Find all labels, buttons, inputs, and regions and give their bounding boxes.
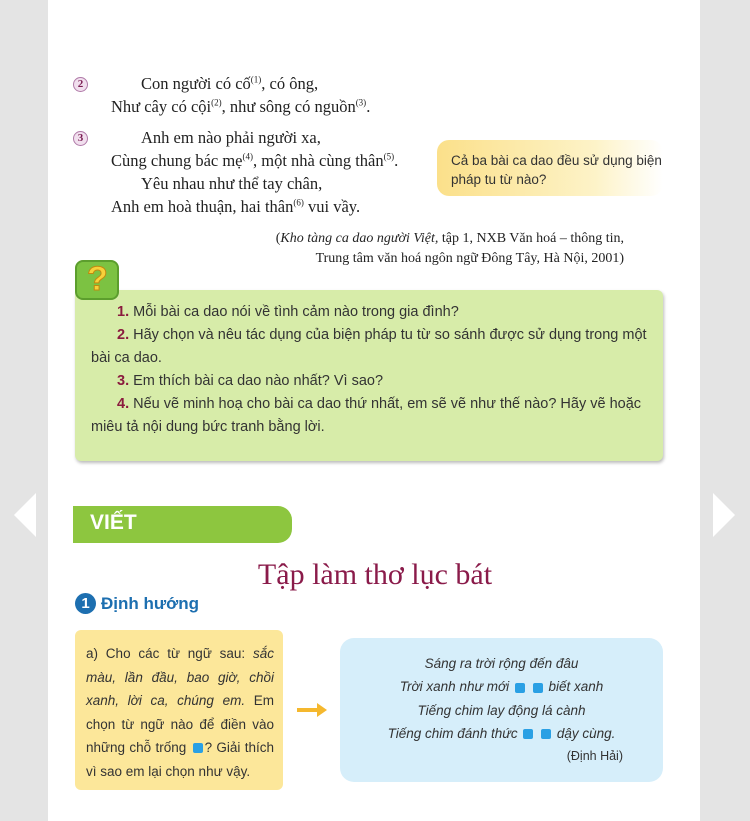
question-1: 1. Mỗi bài ca dao nói về tình cảm nào trong gia đình? (117, 304, 459, 320)
poem3-line4: Anh em hoà thuận, hai thân$^{(6)}$ vui vầy. (111, 197, 361, 216)
question-mark-icon: ? (75, 260, 119, 300)
poem-line-3: Tiếng chim lay động lá cành (417, 702, 586, 718)
poem3-line3: Yêu nhau như thể tay chân, (141, 174, 323, 193)
poem-number-3: 3 (73, 131, 88, 146)
side-note: Cả ba bài ca dao đều sử dụng biện pháp tu từ nào? (437, 140, 663, 196)
arrow-right-icon (297, 703, 327, 717)
question-4: 4. Nếu vẽ minh hoạ cho bài ca dao thứ nhất, em sẽ vẽ như thế nào? Hãy vẽ hoặc miêu tả nội dung bức tranh bằng lời. (91, 396, 642, 435)
poem3-line1: Anh em nào phải người xa, (141, 128, 321, 147)
section-banner: VIẾT (73, 506, 292, 543)
poem2-line2: Như cây có cội$^{(2)}$, như sông có nguồn$^{(3)}$. (111, 97, 371, 116)
questions-box (75, 290, 663, 461)
blank-square-icon (193, 743, 203, 753)
subheading: 1 Định hướng (75, 593, 199, 614)
lesson-title: Tập làm thơ lục bát (257, 558, 493, 591)
poem2-line1: Con người có cố$^{(1)}$, có ông, (141, 74, 319, 93)
poem-box (340, 638, 663, 782)
poem-line-1: Sáng ra trời rộng đến đâu (424, 656, 579, 671)
question-2: 2. Hãy chọn và nêu tác dụng của biện pháp tu từ so sánh được sử dụng trong một bài ca dao. (91, 327, 647, 366)
question-3: 3. Em thích bài ca dao nào nhất? Vì sao? (117, 373, 384, 389)
poem-line-2: Trời xanh như mới biết xanh (399, 679, 604, 695)
poem-number-2: 2 (73, 77, 88, 92)
poem-author: (Định Hải) (566, 749, 623, 764)
next-page-button[interactable] (713, 493, 735, 537)
poem3-line2: Cùng chung bác mẹ$^{(4)}$, một nhà cùng thân$^{(5)}$. (111, 151, 399, 170)
task-box: a) Cho các từ ngữ sau: sắc màu, lần đầu, bao giờ, chồi xanh, lời ca, chúng em. Em chọn từ ngữ nào để điền vào những chỗ trống ? Giải thích vì sao em lại chọn như vậy. (75, 630, 283, 790)
source-citation: (Kho tàng ca dao người Việt, tập 1, NXB Văn hoá – thông tin, Trung tâm văn hoá ngôn ngữ Đông Tây, Hà Nội, 2001) (275, 231, 624, 266)
poem-line-4: Tiếng chim đánh thức dậy cùng. (387, 725, 616, 741)
previous-page-button[interactable] (14, 493, 36, 537)
